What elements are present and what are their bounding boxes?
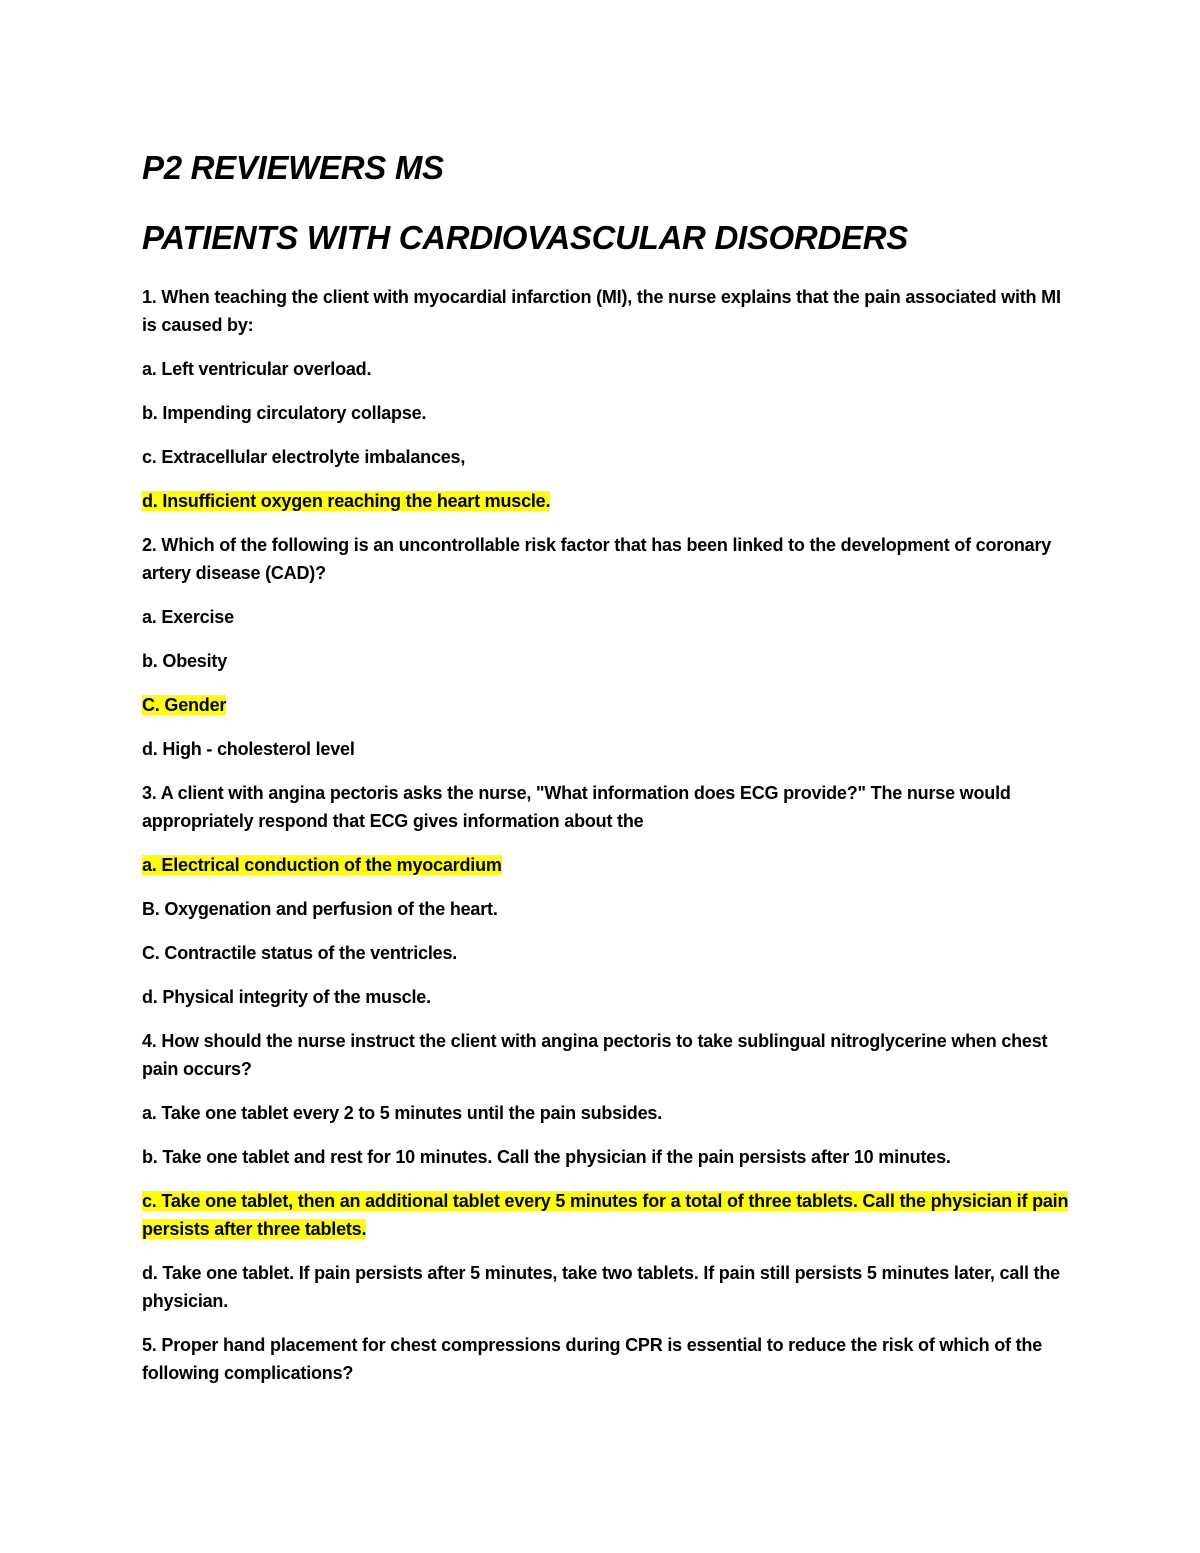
answer-option-highlighted bbox=[142, 487, 1072, 515]
question-stem: 5. Proper hand placement for chest compressions during CPR is essential to reduce the risk of which of the following complications? bbox=[142, 1335, 1043, 1383]
answer-option bbox=[142, 603, 1072, 631]
document-page bbox=[142, 148, 1072, 1403]
answer-option bbox=[142, 983, 1072, 1011]
answer-option bbox=[142, 895, 1072, 923]
answer-option bbox=[142, 1143, 1072, 1171]
answer-option-highlighted bbox=[142, 691, 1072, 719]
answer-option-highlighted bbox=[142, 851, 1072, 879]
question-stem: 3. A client with angina pectoris asks the nurse, "What information does ECG provide?" The nurse would appropriately respond that ECG gives information about the bbox=[142, 783, 1011, 831]
question-stem: 2. Which of the following is an uncontrollable risk factor that has been linked to the development of coronary artery disease (CAD)? bbox=[142, 535, 1052, 583]
answer-option bbox=[142, 443, 1072, 471]
answer-option-text: c. Extracellular electrolyte imbalances, bbox=[142, 447, 466, 467]
answer-option-text: c. Take one tablet, then an additional tablet every 5 minutes for a total of three tablets. Call the physician if pain persists after three tablets. bbox=[142, 1191, 1069, 1239]
answer-option-text: d. High - cholesterol level bbox=[142, 739, 355, 759]
question-stem: 1. When teaching the client with myocardial infarction (MI), the nurse explains that the pain associated with MI is caused by: bbox=[142, 287, 1061, 335]
answer-option bbox=[142, 939, 1072, 967]
answer-option-text: B. Oxygenation and perfusion of the heart. bbox=[142, 899, 498, 919]
answer-option bbox=[142, 399, 1072, 427]
answer-option-text: b. Impending circulatory collapse. bbox=[142, 403, 427, 423]
answer-option-text: a. Left ventricular overload. bbox=[142, 359, 372, 379]
answer-option-text: d. Physical integrity of the muscle. bbox=[142, 987, 431, 1007]
section-title: PATIENTS WITH CARDIOVASCULAR DISORDERS bbox=[142, 219, 908, 256]
answer-option-text: a. Exercise bbox=[142, 607, 234, 627]
answer-option-highlighted bbox=[142, 1187, 1072, 1243]
answer-option-text: b. Obesity bbox=[142, 651, 228, 671]
answer-option bbox=[142, 1259, 1072, 1315]
answer-option-text: d. Insufficient oxygen reaching the heart muscle. bbox=[142, 491, 551, 511]
answer-option-text: C. Gender bbox=[142, 695, 227, 715]
question-list bbox=[142, 283, 1072, 1387]
question-stem: 4. How should the nurse instruct the client with angina pectoris to take sublingual nitroglycerine when chest pain occurs? bbox=[142, 1031, 1048, 1079]
answer-option bbox=[142, 647, 1072, 675]
answer-option-text: b. Take one tablet and rest for 10 minutes. Call the physician if the pain persists after 10 minutes. bbox=[142, 1147, 951, 1167]
answer-option-text: a. Electrical conduction of the myocardium bbox=[142, 855, 502, 875]
answer-option-text: a. Take one tablet every 2 to 5 minutes until the pain subsides. bbox=[142, 1103, 663, 1123]
answer-option bbox=[142, 1099, 1072, 1127]
document-title: P2 REVIEWERS MS bbox=[142, 149, 444, 186]
answer-option bbox=[142, 355, 1072, 383]
answer-option-text: d. Take one tablet. If pain persists after 5 minutes, take two tablets. If pain still persists 5 minutes later, call the physician. bbox=[142, 1263, 1060, 1311]
answer-option bbox=[142, 735, 1072, 763]
answer-option-text: C. Contractile status of the ventricles. bbox=[142, 943, 458, 963]
